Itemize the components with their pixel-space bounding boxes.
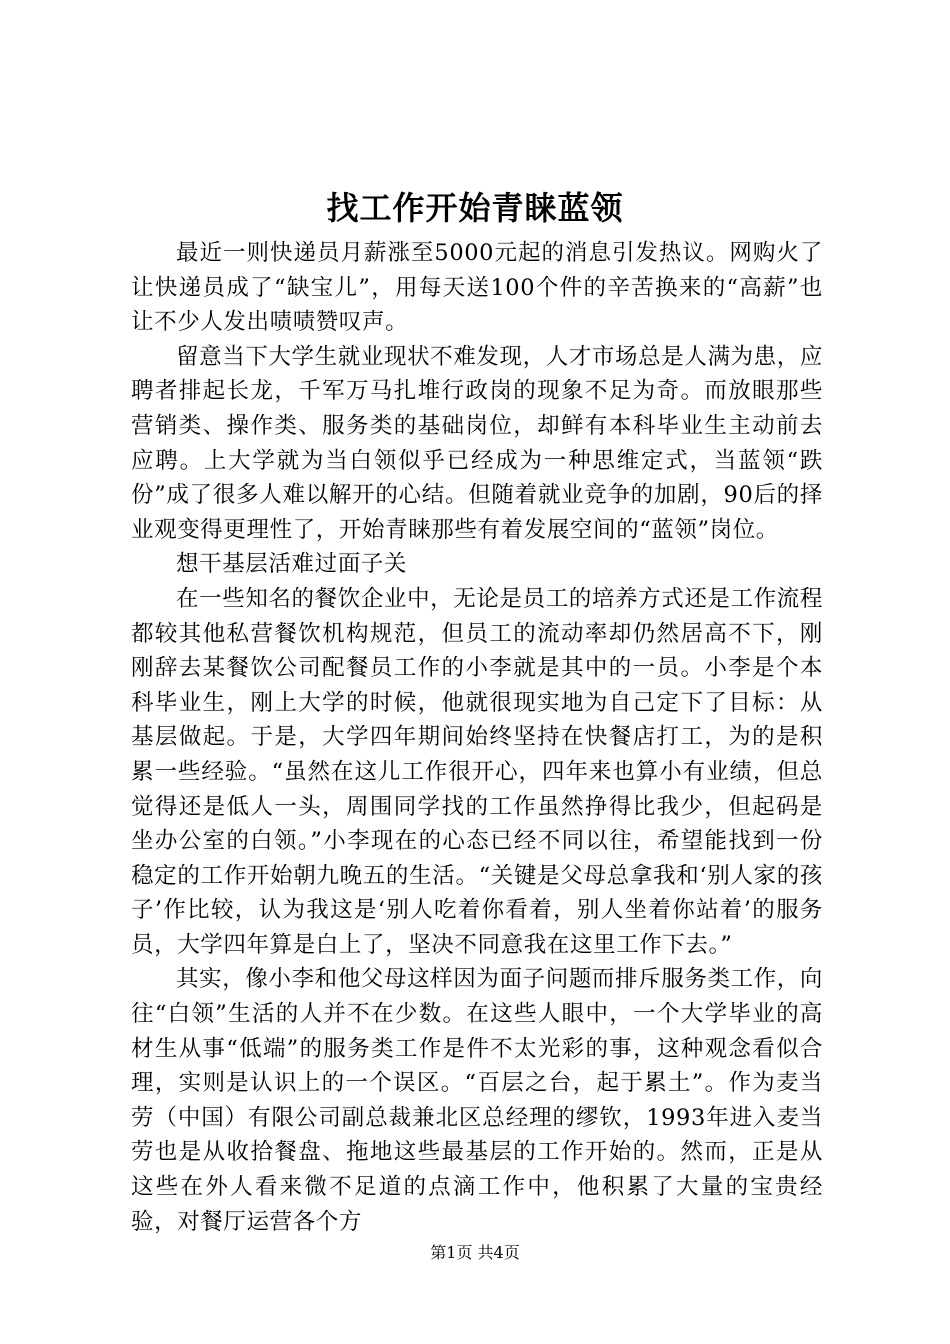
paragraph: 最近一则快递员月薪涨至5000元起的消息引发热议。网购火了让快递员成了“缺宝儿”，用每天送100个件的辛苦换来的“高薪”也让不少人发出啧啧赞叹声。 — [131, 240, 823, 336]
document-title: 找工作开始青睐蓝领 — [326, 189, 624, 227]
paragraph: 留意当下大学生就业现状不难发现，人才市场总是人满为患，应聘者排起长龙，千军万马扎堆行政岗的现象不足为奇。而放眼那些营销类、操作类、服务类的基础岗位，却鲜有本科毕业生主动前去应聘。上大学就为当白领似乎已经成为一种思维定式，当蓝领“跌份”成了很多人难以解开的心结。但随着就业竞争的加剧，90后的择业观变得更理性了，开始青睐那些有着发展空间的“蓝领”岗位。 — [131, 343, 823, 543]
document-body — [131, 236, 823, 1239]
paragraph: 在一些知名的餐饮企业中，无论是员工的培养方式还是工作流程都较其他私营餐饮机构规范，但员工的流动率却仍然居高不下，刚刚辞去某餐饮公司配餐员工作的小李就是其中的一员。小李是个本科毕业生，刚上大学的时候，他就很现实地为自己定下了目标：从基层做起。于是，大学四年期间始终坚持在快餐店打工，为的是积累一些经验。“虽然在这儿工作很开心，四年来也算小有业绩，但总觉得还是低人一头，周围同学找的工作虽然挣得比我少，但起码是坐办公室的白领。”小李现在的心态已经不同以往，希望能找到一份稳定的工作开始朝九晚五的生活。“关键是父母总拿我和‘别人家的孩子’作比较，认为我这是‘别人吃着你看着，别人坐着你站着’的服务员，大学四年算是白上了，坚决不同意我在这里工作下去。” — [131, 585, 823, 958]
page-number-footer: 第1页 共4页 — [430, 1243, 520, 1262]
paragraph: 其实，像小李和他父母这样因为面子问题而排斥服务类工作，向往“白领”生活的人并不在少数。在这些人眼中，一个大学毕业的高材生从事“低端”的服务类工作是件不太光彩的事，这种观念看似合理，实则是认识上的一个误区。“百层之台，起于累土”。作为麦当劳（中国）有限公司副总裁兼北区总经理的缪钦，1993年进入麦当劳也是从收拾餐盘、拖地这些最基层的工作开始的。然而，正是从这些在外人看来微不足道的点滴工作中，他积累了大量的宝贵经验，对餐厅运营各个方 — [131, 966, 823, 1235]
section-heading: 想干基层活难过面子关 — [176, 551, 408, 578]
